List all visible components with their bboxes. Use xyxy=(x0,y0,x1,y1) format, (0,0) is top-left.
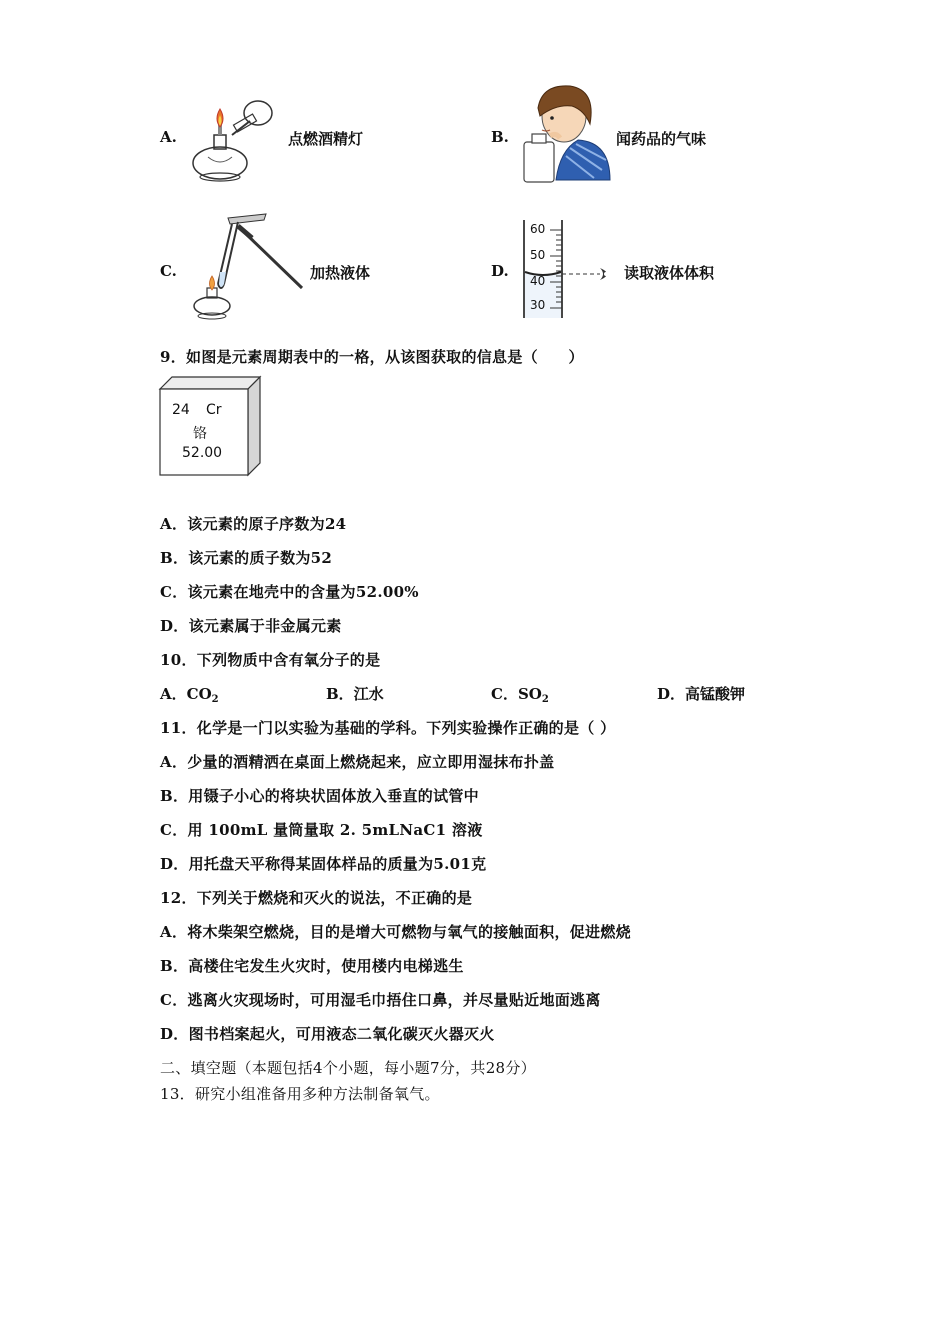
q9-stem: 9．如图是元素周期表中的一格，从该图获取的信息是（ ） xyxy=(160,348,584,366)
q10-stem: 10．下列物质中含有氧分子的是 xyxy=(160,651,381,669)
tick-label-30: 30 xyxy=(530,298,546,312)
q11-stem: 11．化学是一门以实验为基础的学科。下列实验操作正确的是（ ） xyxy=(160,719,616,737)
q12-option-c: C．逃离火灾现场时，可用湿毛巾捂住口鼻，并尽量贴近地面逃离 xyxy=(160,991,601,1009)
q12-option-b: B．高楼住宅发生火灾时，使用楼内电梯逃生 xyxy=(160,957,464,975)
q12-stem: 12．下列关于燃烧和灭火的说法，不正确的是 xyxy=(160,889,473,907)
q11-option-b: B．用镊子小心的将块状固体放入垂直的试管中 xyxy=(160,787,479,805)
q11-option-c: C．用 100mL 量筒量取 2. 5mLNaC1 溶液 xyxy=(160,821,483,839)
option-a-label: A. xyxy=(160,128,177,146)
option-a-caption: 点燃酒精灯 xyxy=(288,130,364,148)
option-b-caption: 闻药品的气味 xyxy=(616,130,707,148)
option-d-label: D. xyxy=(491,262,509,280)
element-atomic-number: 24 xyxy=(172,402,190,418)
q11-option-d: D．用托盘天平称得某固体样品的质量为5.01克 xyxy=(160,855,487,873)
q10-option-d: D．高锰酸钾 xyxy=(657,685,746,703)
tick-label-60: 60 xyxy=(530,222,546,236)
q10-option-b: B．江水 xyxy=(326,685,384,703)
heating-test-tube-icon xyxy=(188,212,306,320)
tick-label-40: 40 xyxy=(530,274,546,288)
option-d-caption: 读取液体体积 xyxy=(624,264,715,282)
q12-option-d: D．图书档案起火，可用液态二氧化碳灭火器灭火 xyxy=(160,1025,495,1043)
element-mass: 52.00 xyxy=(182,445,223,461)
q9-option-d: D．该元素属于非金属元素 xyxy=(160,617,342,635)
alcohol-lamp-icon xyxy=(190,95,282,187)
q11-option-a: A．少量的酒精洒在桌面上燃烧起来，应立即用湿抹布扑盖 xyxy=(160,753,555,771)
q12-option-a: A．将木柴架空燃烧，目的是增大可燃物与氧气的接触面积，促进燃烧 xyxy=(160,923,631,941)
element-name: 铬 xyxy=(193,426,207,442)
smell-person-icon xyxy=(520,80,612,185)
option-c-caption: 加热液体 xyxy=(310,264,371,282)
section-heading: 二、填空题（本题包括4个小题，每小题7分，共28分） xyxy=(160,1059,536,1077)
q10-option-a: A．$CO_2$ xyxy=(160,685,219,705)
option-b-label: B. xyxy=(491,128,509,146)
q10-option-c: C．$SO_2$ xyxy=(491,685,549,705)
q9-option-a: A．该元素的原子序数为24 xyxy=(160,515,347,533)
tick-label-50: 50 xyxy=(530,248,546,262)
element-cell-box xyxy=(158,375,264,477)
q9-option-c: C．该元素在地壳中的含量为52.00% xyxy=(160,583,419,601)
q13-stem: 13．研究小组准备用多种方法制备氧气。 xyxy=(160,1085,440,1103)
q9-option-b: B．该元素的质子数为52 xyxy=(160,549,333,567)
option-c-label: C. xyxy=(160,262,177,280)
element-symbol: Cr xyxy=(206,402,222,418)
